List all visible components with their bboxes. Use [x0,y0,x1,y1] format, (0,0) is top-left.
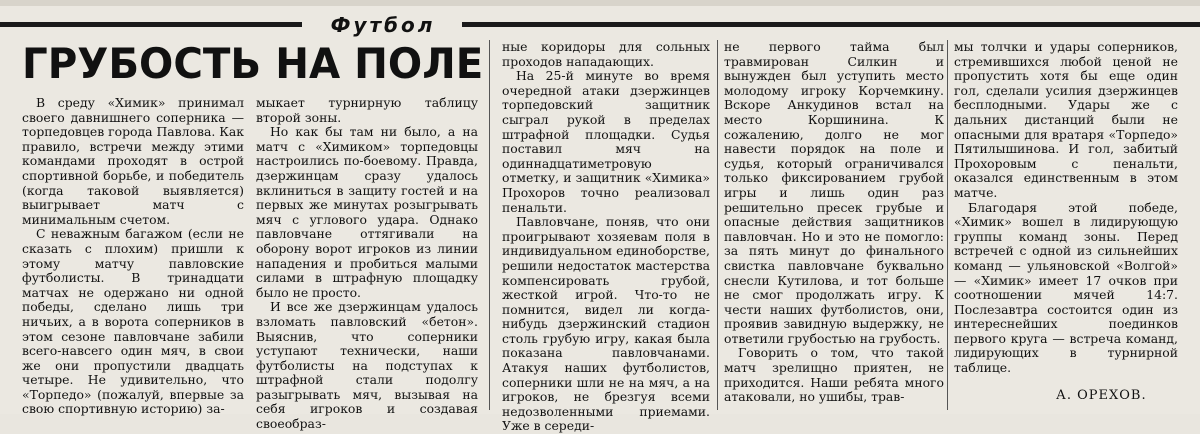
article-column-3 [502,40,710,434]
paper-fold [0,0,1200,6]
article-column-4 [724,40,944,405]
section-label: Футбол [330,13,436,37]
column-divider [489,40,490,410]
paragraph: С неважным багажом (если не сказать с плохим) пришли к этому матчу павловские футболисты. В тринадцати матчах не одержано ни одной победы, сделано лишь три ничьих, а в ворота соперников в этом сезоне павловчане забили всего-навсего один мяч, в свои же они пропустили двадцать четыре. Не удивительно, что «Торпедо» (пожалуй, впервые за свою спортивную историю) за- [22,226,244,417]
article-column-5 [954,40,1178,376]
paragraph: Но как бы там ни было, а на матч с «Химиком» торпедовцы настроились по-боевому. Правда, дзержинцам сразу удалось вклиниться в защиту гостей и на первых же минутах розыгрывать мяч с углового удара. Однако павловчане оттягивали на оборону ворот игроков из линии нападения и пробиться малыми силами в штрафную площадку было не просто. [256,124,478,300]
paragraph: ные коридоры для сольных проходов нападающих. [502,39,710,69]
paragraph: мы толчки и удары соперников, стремившихся любой ценой не пропустить хотя бы еще один гол, сделали усилия дзержинцев бесплодными. Удары же с дальних дистанций были не опасными для вратаря «Торпедо» Пятилышинова. И гол, забитый Прохоровым с пенальти, оказался единственным в этом матче. [954,39,1178,200]
section-header [0,13,1200,37]
paragraph: мыкает турнирную таблицу второй зоны. [256,95,478,125]
column-divider [947,40,948,410]
author-byline: А. ОРЕХОВ. [1056,388,1147,403]
paragraph: Благодаря этой победе, «Химик» вошел в лидирующую группы команд зоны. Перед встречей с одной из сильнейших команд — ульяновской «Волгой» — «Химик» имеет 17 очков при соотношении мячей 14:7. Послезавтра состоится один из интереснейших поединков первого круга — встреча команд, лидирующих в турнирной таблице. [954,199,1178,376]
section-rule-left [0,22,302,27]
paragraph: не первого тайма был травмирован Силкин и вынужден был уступить место молодому игроку Корчемкину. Вскоре Анкудинов встал на место Коршинина. К сожалению, долго не мог навести порядок на поле и судья, который ограничивался только фиксированием грубой игры и лишь один раз решительно пресек грубые и опасные действия защитников павловчан. Но и это не помогло: за пять минут до финального свистка павловчане буквально снесли Кутилова, и тот больше не смог продолжать игру. К чести наших футболистов, они, проявив завидную выдержку, не ответили грубостью на грубость. [724,39,944,346]
column-divider [717,40,718,410]
paragraph: Говорить о том, что такой матч зрелищно приятен, не приходится. Наши ребята много атаковали, но ушибы, трав- [724,345,944,405]
paragraph: В среду «Химик» принимал своего давнишнего соперника — торпедовцев города Павлова. Как правило, встречи между этими командами проходят в острой спортивной борьбе, и победитель (когда таковой выявляется) выигрывает матч с минимальным счетом. [22,95,244,227]
article-column-2 [256,96,478,432]
paragraph: Павловчане, поняв, что они проигрывают хозяевам поля в индивидуальном единоборстве, решили недостаток мастерства компенсировать грубой, жесткой игрой. Что-то не помнится, видел ли когда-нибудь дзержинский стадион столь грубую игру, какая была показана павловчанами. Атакуя наших футболистов, соперники шли не на мяч, а на игроков, не брезгуя всеми недозволенными приемами. Уже в середи- [502,214,710,434]
section-rule-right [462,22,1200,27]
article-headline: ГРУБОСТЬ НА ПОЛЕ [22,39,484,88]
paragraph: На 25-й минуте во время очередной атаки дзержинцев торпедовский защитник сыграл рукой в пределах штрафной площадки. Судья поставил мяч на одиннадцатиметровую отметку, и защитник «Химика» Прохоров точно реализовал пенальти. [502,68,710,215]
paragraph: И все же дзержинцам удалось взломать павловский «бетон». Выяснив, что соперники уступают технически, наши футболисты на подступах к штрафной стали подолгу разыгрывать мяч, вызывая на себя игроков и создавая своеобраз- [256,299,478,432]
article-column-1 [22,96,244,417]
